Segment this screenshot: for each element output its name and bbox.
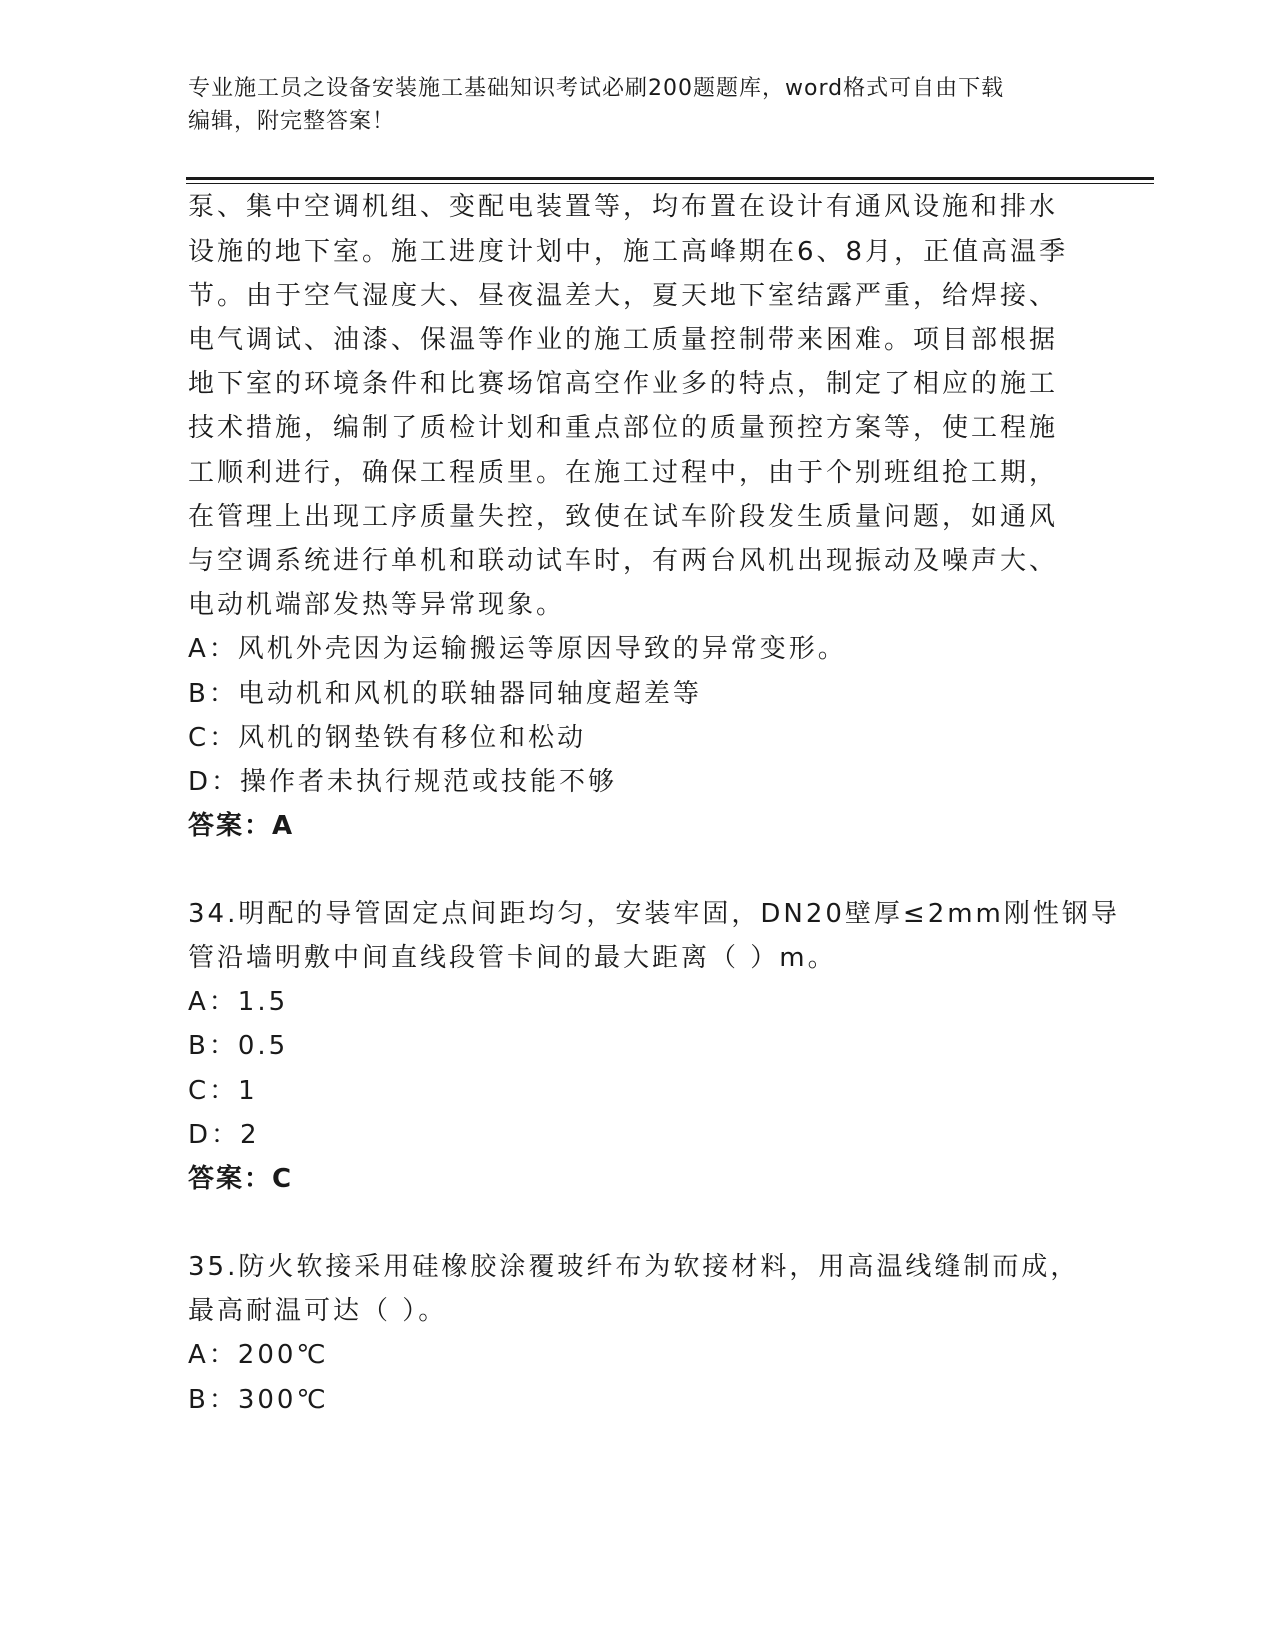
question-stem-line: 35.防火软接采用硅橡胶涂覆玻纤布为软接材料，用高温线缝制而成， [188,1252,1080,1282]
option-b: B：0.5 [188,1031,289,1061]
header-divider-thin [186,183,1154,184]
question-stem-line: 最高耐温可达（ ）。 [188,1296,448,1326]
option-c: C：风机的钢垫铁有移位和松动 [188,723,587,753]
question-stem-line: 管沿墙明敷中间直线段管卡间的最大距离（ ）m。 [188,943,837,973]
header-divider-thick [186,177,1154,180]
header-title-line-1: 专业施工员之设备安装施工基础知识考试必刷200题题库，word格式可自由下载 [188,76,1005,101]
option-d: D：2 [188,1120,260,1150]
question-stem-line: 电气调试、油漆、保温等作业的施工质量控制带来困难。项目部根据 [188,325,1059,355]
question-stem-line: 地下室的环境条件和比赛场馆高空作业多的特点，制定了相应的施工 [188,369,1059,399]
option-c: C：1 [188,1076,258,1106]
question-stem-line: 电动机端部发热等异常现象。 [188,590,566,620]
option-a: A：200℃ [188,1340,329,1370]
document-header [188,72,1088,138]
answer-line: 答案：C [188,1164,294,1194]
question-stem-line: 工顺利进行，确保工程质里。在施工过程中，由于个别班组抢工期， [188,458,1059,488]
option-a: A：1.5 [188,987,289,1017]
question-stem-line: 技术措施，编制了质检计划和重点部位的质量预控方案等，使工程施 [188,413,1059,443]
option-b: B：电动机和风机的联轴器同轴度超差等 [188,679,702,709]
header-title-line-2: 编辑，附完整答案！ [188,109,396,134]
question-stem-line: 泵、集中空调机组、变配电装置等，均布置在设计有通风设施和排水 [188,192,1059,222]
option-a: A：风机外壳因为运输搬运等原因导致的异常变形。 [188,634,847,664]
question-stem-line: 设施的地下室。施工进度计划中，施工高峰期在6、8月，正值高温季 [188,237,1069,267]
question-stem-line: 与空调系统进行单机和联动试车时，有两台风机出现振动及噪声大、 [188,546,1059,576]
option-b: B：300℃ [188,1385,329,1415]
question-stem-line: 在管理上出现工序质量失控，致使在试车阶段发生质量问题，如通风 [188,502,1059,532]
question-stem-line: 节。由于空气湿度大、昼夜温差大，夏天地下室结露严重，给焊接、 [188,281,1059,311]
question-stem-line: 34.明配的导管固定点间距均匀，安装牢固，DN20壁厚≤2mm刚性钢导 [188,899,1120,929]
answer-line: 答案：A [188,811,295,841]
option-d: D：操作者未执行规范或技能不够 [188,767,618,797]
